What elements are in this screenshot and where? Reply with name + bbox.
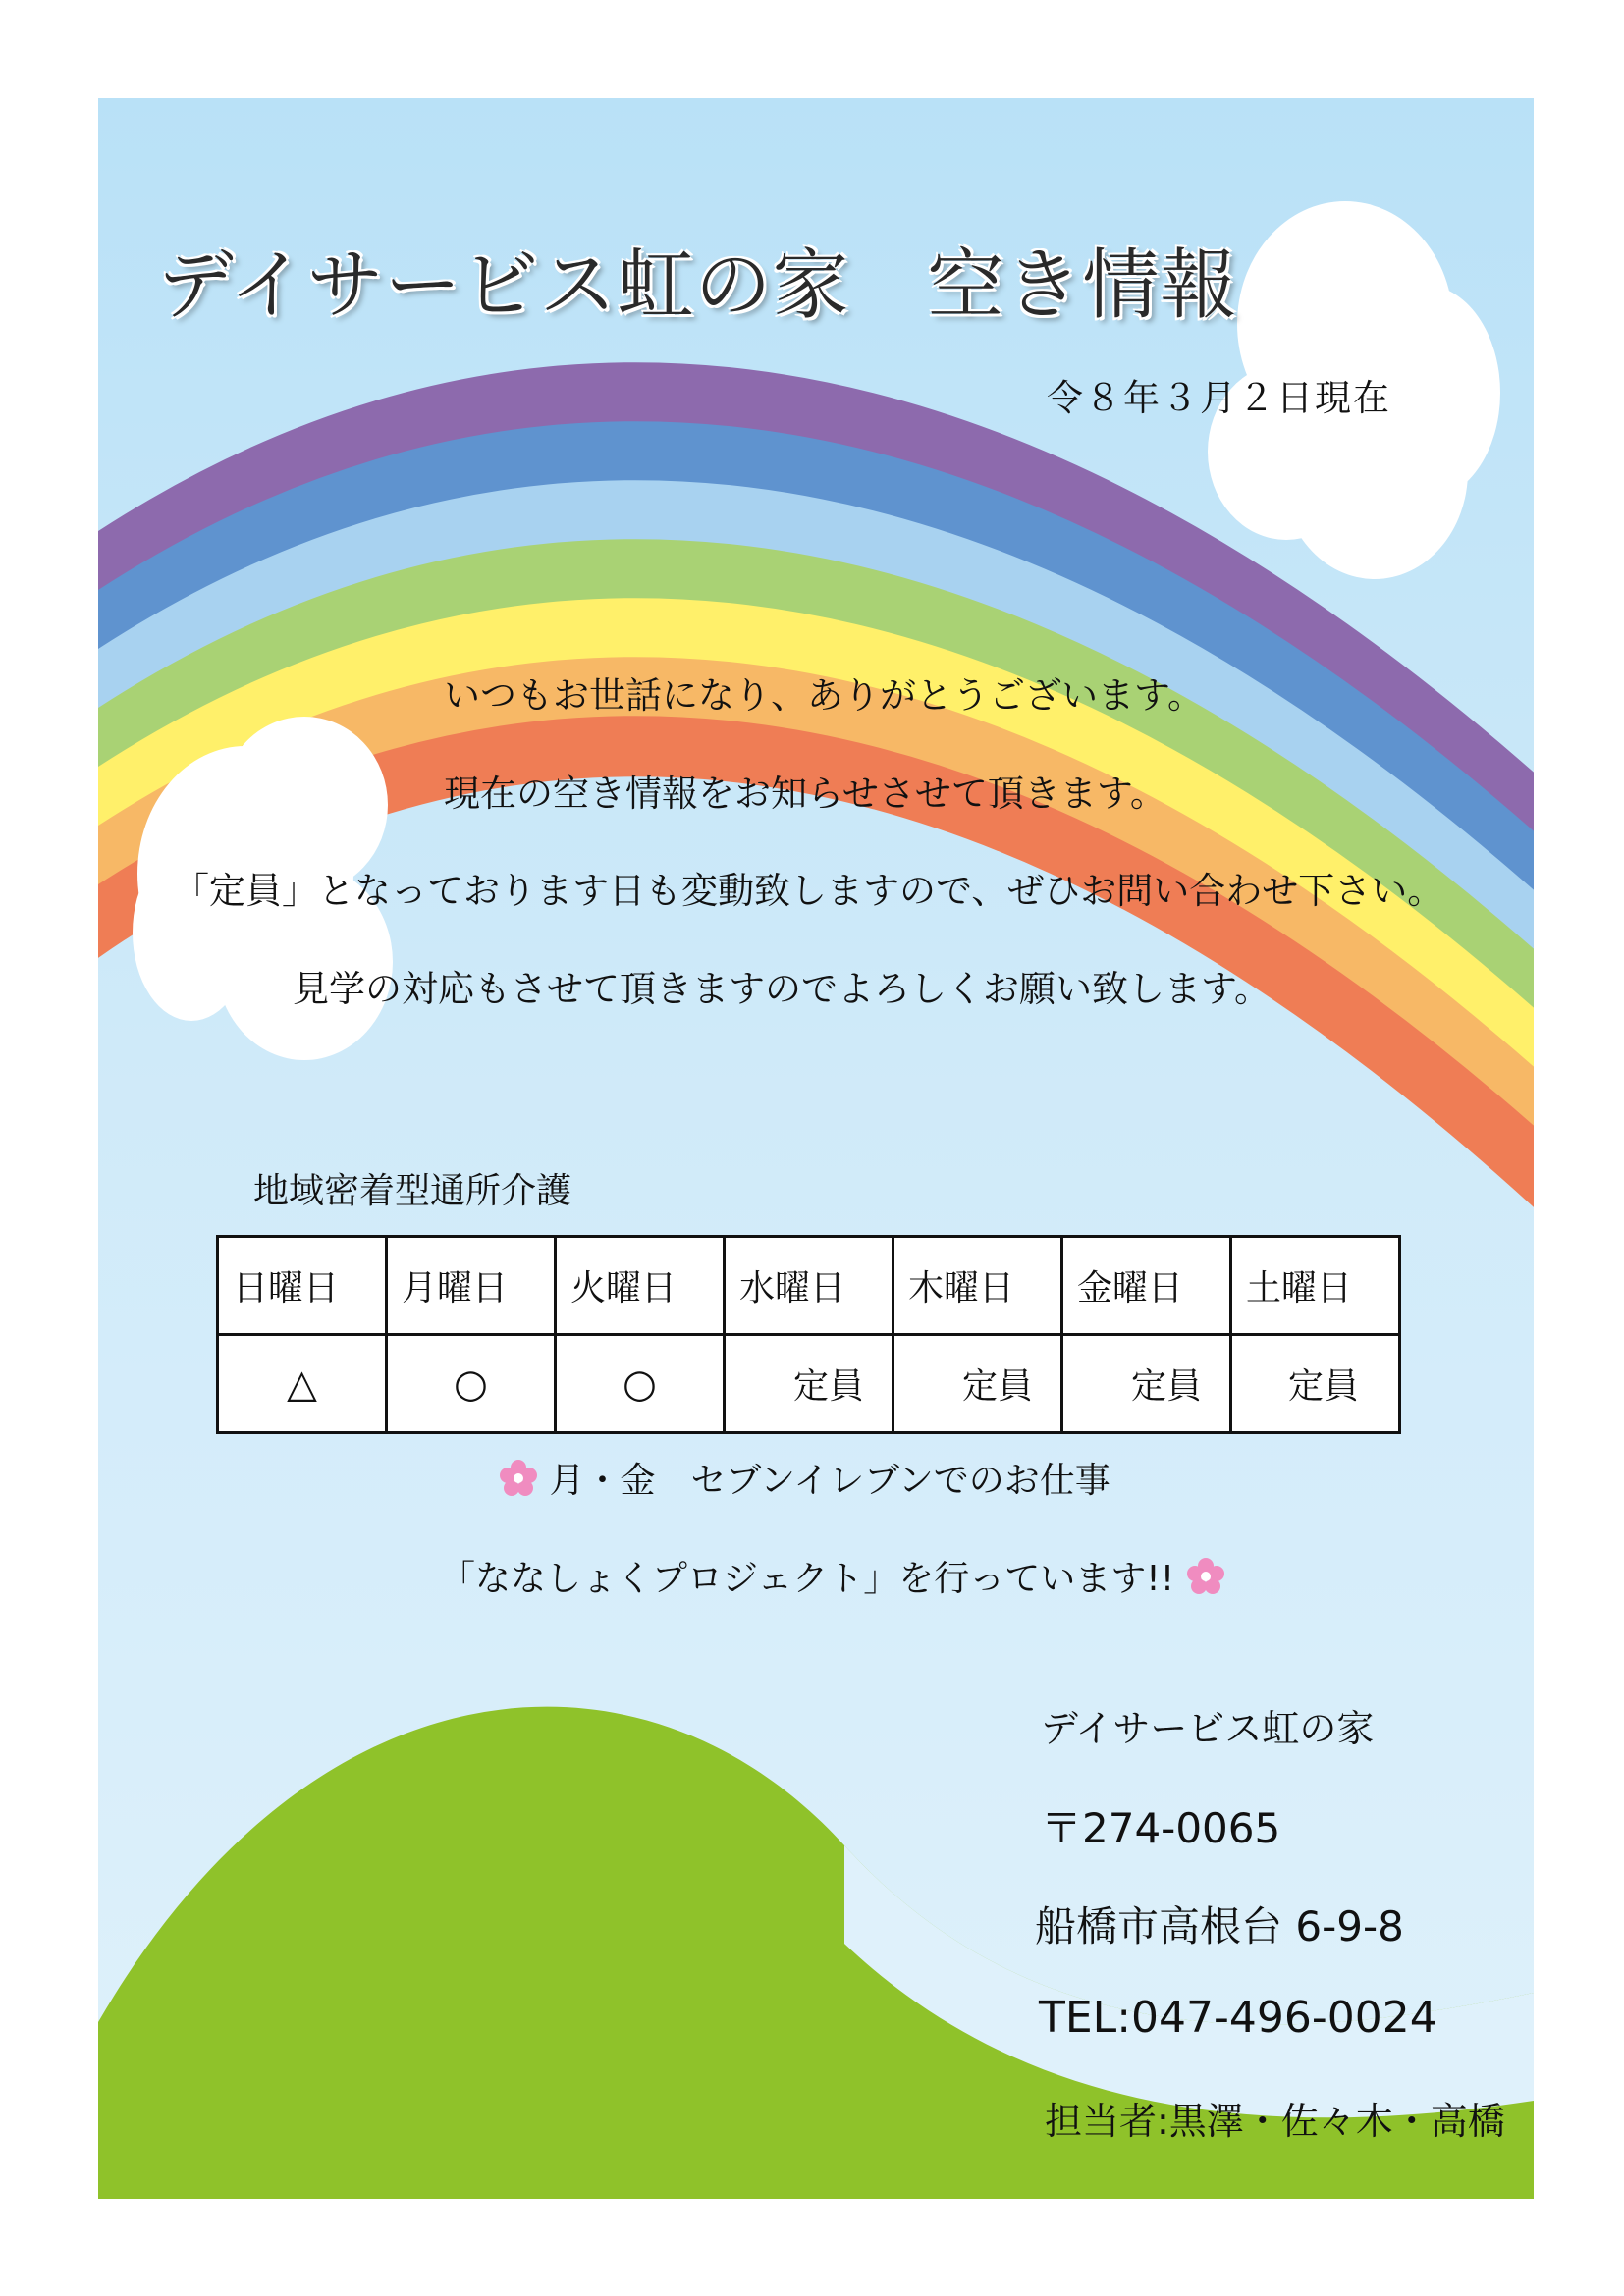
page-title: デイサービス虹の家 空き情報 [157, 241, 1238, 330]
greeting-line-2: 現在の空き情報をお知らせさせて頂きます。 [444, 773, 1166, 815]
date-label: 令８年３月２日現在 [1047, 377, 1391, 419]
status-monday: ○ [387, 1335, 556, 1433]
section-title: 地域密着型通所介護 [253, 1171, 572, 1211]
status-saturday: 定員 [1231, 1335, 1400, 1433]
flower-icon [499, 1459, 538, 1498]
note-line-1 [499, 1453, 1110, 1503]
note-line-2-text: 「ななしょくプロジェクト」を行っています!! [440, 1559, 1175, 1599]
status-friday: 定員 [1062, 1335, 1231, 1433]
contact-name: デイサービス虹の家 [1041, 1707, 1375, 1750]
status-wednesday: 定員 [725, 1335, 893, 1433]
greeting-line-3: 「定員」となっております日も変動致しますので、ぜひお問い合わせ下さい。 [173, 870, 1444, 912]
schedule-status-row [218, 1335, 1400, 1433]
schedule-table [216, 1235, 1401, 1434]
flower-icon [1186, 1557, 1225, 1596]
day-wednesday: 水曜日 [725, 1237, 893, 1335]
day-saturday: 土曜日 [1231, 1237, 1400, 1335]
day-monday: 月曜日 [387, 1237, 556, 1335]
greeting-line-1: いつもお世話になり、ありがとうございます。 [444, 674, 1205, 717]
contact-postal: 〒274-0065 [1041, 1804, 1281, 1852]
day-sunday: 日曜日 [218, 1237, 387, 1335]
schedule-header-row [218, 1237, 1400, 1335]
status-sunday: △ [218, 1335, 387, 1433]
day-tuesday: 火曜日 [556, 1237, 725, 1335]
contact-tel: TEL:047-496-0024 [1039, 1993, 1437, 2043]
status-tuesday: ○ [556, 1335, 725, 1433]
contact-address: 船橋市高根台 6-9-8 [1035, 1902, 1404, 1950]
status-thursday: 定員 [893, 1335, 1062, 1433]
contact-staff: 担当者:黒澤・佐々木・高橋 [1045, 2100, 1505, 2143]
day-friday: 金曜日 [1062, 1237, 1231, 1335]
note-line-2 [440, 1551, 1225, 1601]
greeting-line-4: 見学の対応もさせて頂きますのでよろしくお願い致します。 [293, 968, 1272, 1010]
day-thursday: 木曜日 [893, 1237, 1062, 1335]
poster [98, 98, 1534, 2199]
note-line-1-text: 月・金 セブンイレブンでのお仕事 [549, 1461, 1110, 1501]
